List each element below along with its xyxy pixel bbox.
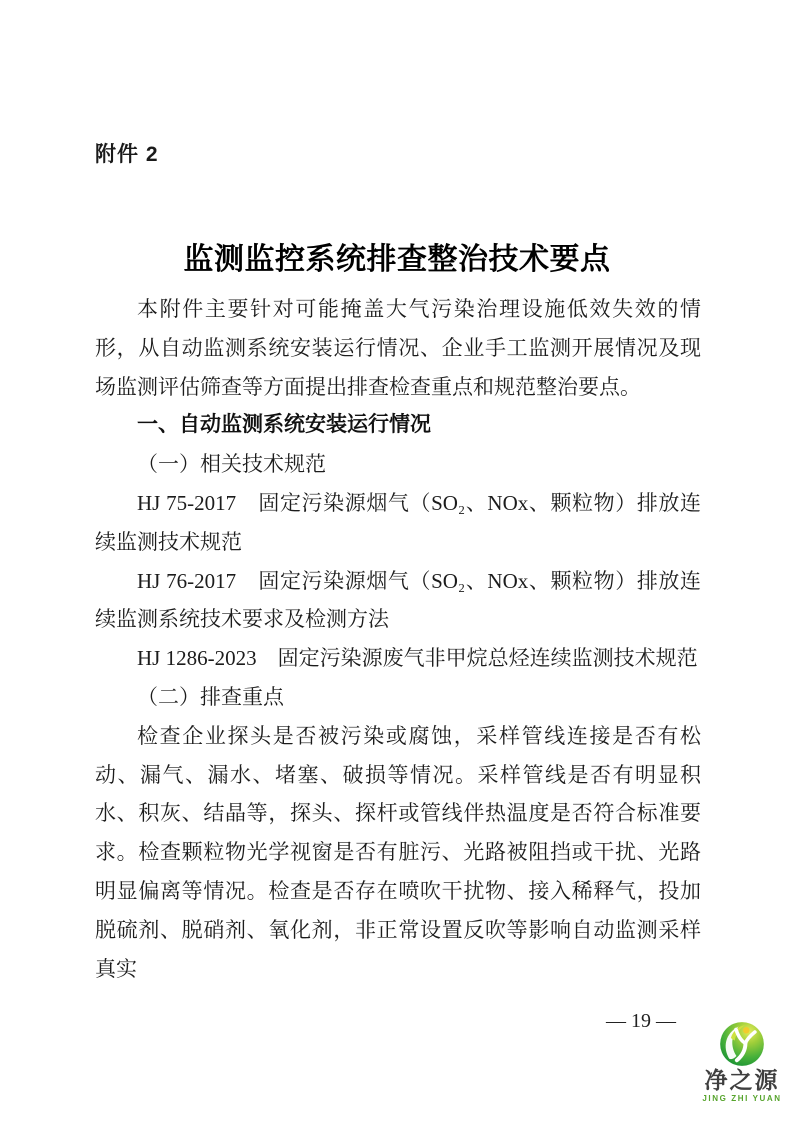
body-heading-2: （一）相关技术规范 (137, 452, 326, 477)
body-paragraph: 本附件主要针对可能掩盖大气污染治理设施低效失效的情形，从自动监测系统安装运行情况、企业手工监测开展情况及现场监测评估筛查等方面提出排查检查重点和规范整治要点。 (95, 297, 701, 399)
body-heading-1: 一、自动监测系统安装运行情况 (137, 413, 431, 437)
page-number: — 19 — (606, 1010, 676, 1032)
body-standard-ref: HJ 75-2017 固定污染源烟气（SO₂、NOx、颗粒物）排放连续监测技术规范 (95, 490, 701, 554)
body-paragraph: 检查企业探头是否被污染或腐蚀，采样管线连接是否有松动、漏气、漏水、堵塞、破损等情况。采样管线是否有明显积水、积灰、结晶等，探头、探杆或管线伴热温度是否符合标准要求。检查颗粒物光学视窗是否有脏污、光路被阻挡或干扰、光路明显偏离等情况。检查是否存在喷吹干扰物、接入稀释气，投加脱硫剂、脱硝剂、氧化剂，非正常设置反吹等影响自动监测采样真实 (95, 723, 701, 981)
logo-leaf-person-icon (718, 1020, 766, 1068)
company-logo (699, 1020, 785, 1103)
attachment-label: 附件 2 (95, 143, 159, 166)
body-heading-2: （二）排查重点 (137, 684, 284, 709)
document-body (95, 290, 701, 988)
body-standard-ref: HJ 76-2017 固定污染源烟气（SO₂、NOx、颗粒物）排放连续监测系统技术要求及检测方法 (95, 568, 701, 632)
logo-name-english: JING ZHI YUAN (702, 1094, 782, 1103)
logo-name-chinese: 净之源 (704, 1067, 780, 1093)
body-standard-ref: HJ 1286-2023 固定污染源废气非甲烷总烃连续监测技术规范 (137, 646, 698, 671)
document-title: 监测监控系统排查整治技术要点 (183, 243, 611, 277)
